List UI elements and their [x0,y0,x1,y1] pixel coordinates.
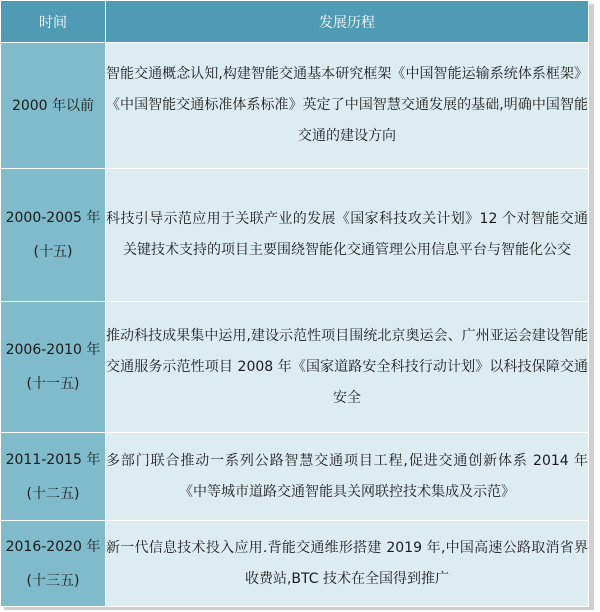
history-text: 智能交通概念认知,构建智能交通基本研究框架《中国智能运输系统体系框架》《中国智能交通标准体系标准》英定了中国智慧交通发展的基础,明确中国智能交通的建设方向 [106,66,588,144]
header-row [1,1,589,43]
history-cell [106,302,589,433]
header-history: 发展历程 [106,1,589,43]
period-cell [1,521,106,607]
history-cell [106,43,589,169]
plan-label: (十二五) [26,485,80,502]
plan-label: (十一五) [26,376,80,392]
header-time: 时间 [1,1,106,43]
plan-label: (十三五) [26,572,80,589]
table-row [1,169,589,302]
period-label: 2000-2005 年 [5,210,101,226]
period-cell [1,169,106,302]
period-cell [1,43,106,169]
history-text: 新一代信息技术投入应用.背能交通维形搭建 2019 年,中国高速公路取消省界收费站,BTC 技术在全国得到推广 [106,539,588,587]
period-cell [1,302,106,433]
period-label: 2000 年以前 [11,97,95,114]
history-cell [106,169,589,302]
history-text: 多部门联合推动一系列公路智慧交通项目工程,促进交通创新体系 2014 年《中等城市道路交通智能具关网联控技术集成及示范》 [106,452,588,500]
table-row [1,43,589,169]
history-cell [106,521,589,607]
table-row [1,433,589,521]
plan-label: (十五) [33,244,73,260]
period-label: 2011-2015 年 [5,451,101,468]
table-row [1,302,589,433]
history-text: 推动科技成果集中运用,建设示范性项目围统北京奥运会、广州亚运会建设智能交通服务示范性项目 2008 年《国家道路安全科技行动计划》以科技保障交通安全 [106,327,588,406]
history-cell [106,433,589,521]
period-label: 2006-2010 年 [5,342,101,358]
period-label: 2016-2020 年 [5,538,101,555]
history-text: 科技引导示范应用于关联产业的发展《国家科技攻关计划》12 个对智能交通关键技术支持的项目主要围绕智能化交通管理公用信息平台与智能化公交 [106,211,588,258]
period-cell [1,433,106,521]
table-row [1,521,589,607]
